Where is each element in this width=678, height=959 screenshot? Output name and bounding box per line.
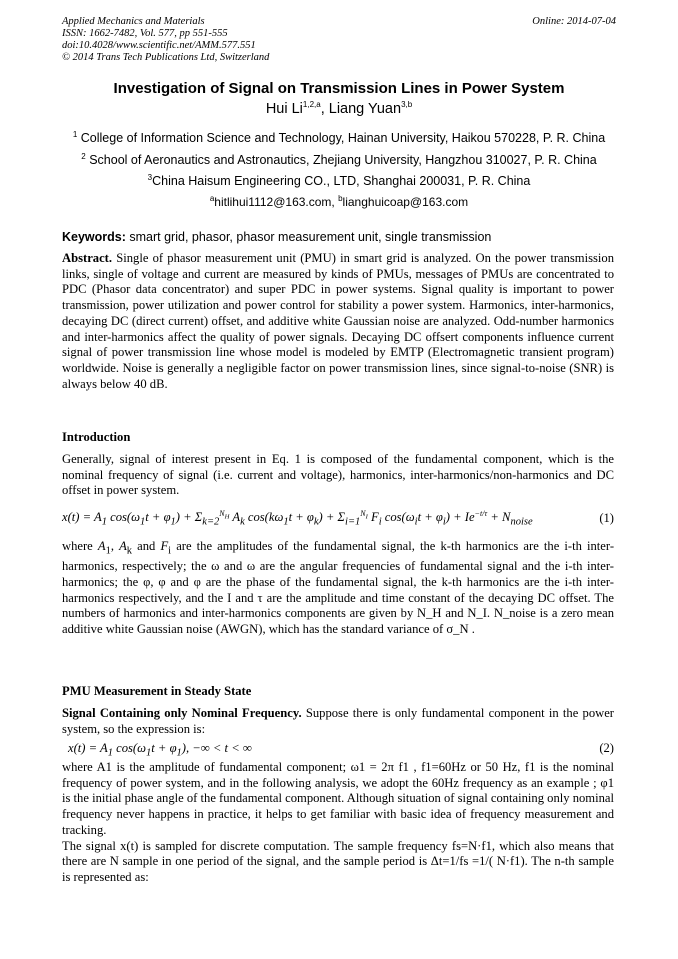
abstract — [62, 251, 614, 392]
affil-text: College of Information Science and Technology, Hainan University, Haikou 570228, P. R. China — [80, 131, 606, 145]
keywords-label: Keywords: — [62, 230, 126, 244]
journal-name: Applied Mechanics and Materials — [62, 16, 205, 27]
pmu-sample-paragraph: The signal x(t) is sampled for discrete computation. The sample frequency fs=N·f1, which also means that there are N sample in one period of the signal, and the sample period is Δt=1/fs =1/( N·f1). The n-th sample is represented as: — [62, 838, 614, 884]
affil-sup: 2 — [81, 151, 86, 161]
author-affil-sup: 3,b — [401, 100, 413, 110]
affil-text: School of Aeronautics and Astronautics, Zhejiang University, Hangzhou 310027, P. R. China — [89, 153, 597, 167]
email-sup: a — [209, 194, 215, 203]
author-emails — [0, 195, 678, 209]
pmu-where-paragraph: where A1 is the amplitude of fundamental component; ω1 = 2π f1 , f1=60Hz or 50 Hz, f1 is the nominal frequency of power system, and in the following analysis, we adopt the 60Hz frequency as an example ; φ1 is the initial phase angle of the fundamental component. Although situation of signal containing only nominal frequency never happens in practice, it helps to get familiar with basic idea of frequency measurement and tracking. — [62, 760, 614, 837]
abstract-text: Single of phasor measurement unit (PMU) in smart grid is analyzed. On the power transmission links, single of voltage and current are measured by kinds of PMUs, messages of PMUs are concentrated to PDC (Phasor data concentrator) and super PDC in power systems. Signal quality is important to power transmission, power utilization and power control for stability a power system. Harmonics, inter-harmonics, decaying DC (direct current) offset, and additive white Gaussian noise are analyzed. Odd-number harmonics and inter-harmonics affect the quality of power signals. Decaying DC offsert components influence current signal of power transmission line whose model is modeled by EMTP (Electromagnetic transient program) worldwide. Noise is generally a negligible factor on power transmission lines, since signal-to-noise (SNR) is always below 40 dB. — [62, 251, 614, 391]
equation-number: (2) — [599, 741, 614, 755]
affil-sup: 3 — [147, 172, 153, 182]
author-affil-sup: 1,2,a — [302, 100, 321, 110]
affiliation-2 — [0, 153, 678, 167]
affiliation-1 — [0, 131, 678, 145]
affil-text: China Haisum Engineering CO., LTD, Shanghai 200031, P. R. China — [152, 174, 531, 188]
journal-header — [62, 16, 269, 64]
equation-1: $x(t) = A_1$ $\cos(\omega_1t + \varphi_1) + \Sigma_{k=2}^{N_H}$ $A_k$ $\cos(k\omega_1t + \varphi_k) + \Sigma_{i=1}^{N_I}$ $F_i$ $\cos(\omega_it + \varphi_i) + Ie^{-t/\tau} + N_{noise}$ — [62, 508, 533, 528]
section-heading-pmu: PMU Measurement in Steady State — [62, 684, 252, 698]
issn: ISSN: 1662-7482, Vol. 577, pp 551-555 — [62, 28, 228, 39]
copyright: © 2014 Trans Tech Publications Ltd, Switzerland — [62, 52, 270, 63]
affiliation-3 — [0, 174, 678, 188]
online-date: Online: 2014-07-04 — [532, 16, 616, 27]
intro-paragraph: Generally, signal of interest present in Eq. 1 is composed of the fundamental component, which is the nominal frequency of signal (i.e. current and voltage), harmonics, inter-harmonics/non-harmonics and DC offset in power system. — [62, 452, 614, 498]
affil-sup: 1 — [72, 129, 78, 139]
equation-number: (1) — [599, 511, 614, 525]
pmu-paragraph — [62, 706, 614, 737]
equation-2: $x(t) = A_1$ $\cos(\omega_1t + \varphi_1)$, −∞ < t < ∞ — [68, 741, 252, 759]
email-a: hitlihui1112@163.com, — [214, 195, 339, 209]
paper-title: Investigation of Signal on Transmission Lines in Power System — [113, 80, 565, 97]
author-line — [0, 101, 678, 117]
author-name: Hui Li — [265, 101, 303, 117]
author-name: Liang Yuan — [328, 101, 402, 117]
email-sup: b — [338, 194, 343, 203]
where-lead: where — [62, 539, 98, 553]
doi: doi:10.4028/www.scientific.net/AMM.577.551 — [62, 40, 256, 51]
where-text: are the amplitudes of the fundamental signal, the k-th harmonics are the i-th inter-harmonics, respectively; the ω and ω are the angular frequencies of fundamental signal and the i-th inter-harmonics; the φ, φ and φ are the phase of the fundamental signal, the k-th harmonics are the i-th inter-harmonics respectively, and the I and τ are the amplitude and time constant of the decaying DC offset. The numbers of harmonics and inter-harmonics components are given by N_H and N_I. N_noise is a zero mean additive white Gaussian noise (AWGN), which has the standard variance of σ_N . — [62, 539, 615, 637]
section-heading-introduction: Introduction — [62, 430, 131, 444]
email-b: lianghuicoap@163.com — [342, 195, 469, 209]
keywords — [62, 230, 614, 246]
author-separator: , — [320, 101, 329, 117]
pmu-body — [62, 760, 614, 886]
subsection-label: Signal Containing only Nominal Frequency. — [62, 706, 302, 720]
intro-where-paragraph: where $A_1$, $A_k$ and $F_i$ are the amplitudes of the fundamental signal, the k-th harmonics are the i-th inter-harmonics, respectively; the ω and ω are the angular frequencies of fundamental signal and the i-th inter-harmonics; the φ, φ and φ are the phase of the fundamental signal, the k-th harmonics are the i-th inter-harmonics respectively, and the I and τ are the amplitude and time constant of the decaying DC offset. The numbers of harmonics and inter-harmonics components are given by N_H and N_I. N_noise is a zero mean additive white Gaussian noise (AWGN), which has the standard variance of σ_N . — [62, 539, 615, 637]
subsection-text: Suppose there is only fundamental component in the power system, so the expression is: — [62, 706, 614, 736]
keywords-text: smart grid, phasor, phasor measurement unit, single transmission — [125, 230, 492, 244]
abstract-label: Abstract. — [62, 251, 113, 265]
